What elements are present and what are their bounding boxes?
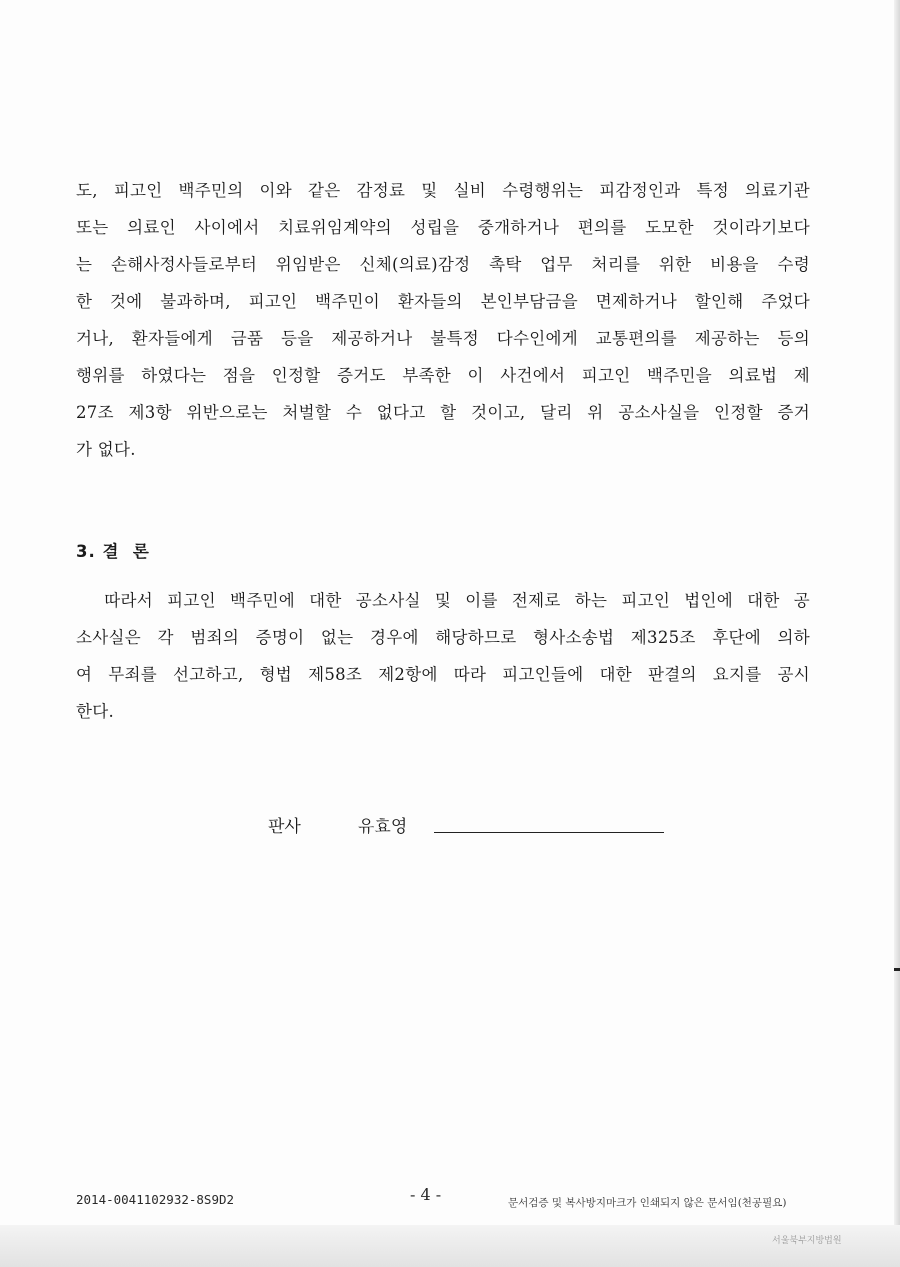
document-id: 2014-0041102932-8S9D2 [76,1192,235,1207]
body-line: 행위를 하였다는 점을 인정할 증거도 부족한 이 사건에서 피고인 백주민을 의료법 제 [76,366,810,385]
body-line: 가 없다. [76,440,136,459]
judge-signature-block [268,812,668,842]
judge-name: 유효영 [358,817,408,837]
body-line: 도, 피고인 백주민의 이와 같은 감정료 및 실비 수령행위는 피감정인과 특정 의료기관 [76,181,810,200]
conclusion-line: 따라서 피고인 백주민에 대한 공소사실 및 이를 전제로 하는 피고인 법인에 대한 공 [76,591,810,610]
signature-line [434,832,664,833]
page-number: - 4 - [410,1185,442,1204]
conclusion-line: 한다. [76,702,115,721]
body-line: 한 것에 불과하며, 피고인 백주민이 환자들의 본인부담금을 면제하거나 할인해 주었다 [76,292,810,311]
court-stamp: 서울북부지방법원 [772,1236,842,1246]
copy-protection-note: 문서검증 및 복사방지마크가 인쇄되지 않은 문서임(천공필요) [508,1197,787,1209]
conclusion-line: 소사실은 각 범죄의 증명이 없는 경우에 해당하므로 형사소송법 제325조 후단에 의하 [76,628,810,647]
page-edge-shadow [894,0,900,1267]
judgment-body-paragraph [76,172,810,468]
scan-bottom-strip [0,1225,900,1267]
body-line: 또는 의료인 사이에서 치료위임계약의 성립을 중개하거나 편의를 도모한 것이라기보다 [76,218,810,237]
body-line: 거나, 환자들에게 금품 등을 제공하거나 불특정 다수인에게 교통편의를 제공하는 등의 [76,329,810,348]
conclusion-paragraph [76,582,810,730]
conclusion-line: 여 무죄를 선고하고, 형법 제58조 제2항에 따라 피고인들에 대한 판결의 요지를 공시 [76,665,810,684]
conclusion-heading: 3. 결 론 [76,542,150,561]
body-line: 는 손해사정사들로부터 위임받은 신체(의료)감정 촉탁 업무 처리를 위한 비용을 수령 [76,255,810,274]
judge-title: 판사 [268,817,301,837]
body-line: 27조 제3항 위반으로는 처벌할 수 없다고 할 것이고, 달리 위 공소사실을 인정할 증거 [76,403,810,422]
punch-mark [894,968,900,971]
